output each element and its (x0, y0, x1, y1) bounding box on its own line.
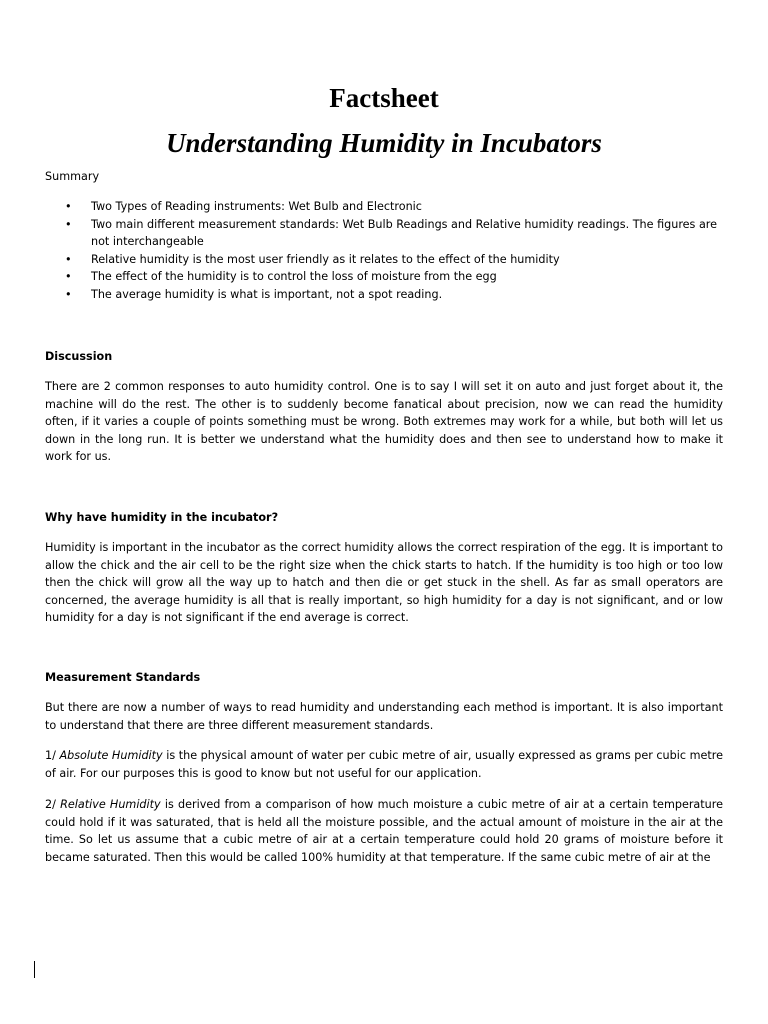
why-heading: Why have humidity in the incubator? (45, 511, 279, 524)
why-paragraph: Humidity is important in the incubator as the correct humidity allows the correct respiration of the egg. It is important to allow the chick and the air cell to be the right size when the chick starts to hatch. If the humidity is too high or too low then the chick will grow all the way up to hatch and then die or get stuck in the shell. As far as small operators are concerned, the average humidity is all that is really important, so high humidity for a day is not significant, and or low humidity for a day is not significant if the end average is correct. (45, 541, 723, 624)
discussion-heading: Discussion (45, 350, 113, 363)
summary-heading: Summary (45, 170, 100, 183)
summary-bullet: • Relative humidity is the most user friendly as it relates to the effect of the humidity (45, 251, 723, 269)
summary-bullet: • Two main different measurement standards: Wet Bulb Readings and Relative humidity readings. The figures are not interchangeable (45, 216, 723, 251)
term-absolute-humidity: Absolute Humidity (59, 749, 163, 762)
term-relative-humidity: Relative Humidity (60, 798, 161, 811)
text-cursor (34, 961, 35, 978)
item-number: 1/ (45, 749, 60, 762)
document-subtitle: Understanding Humidity in Incubators (166, 128, 602, 158)
summary-bullet: • Two Types of Reading instruments: Wet Bulb and Electronic (45, 198, 723, 216)
item-text: is derived from a comparison of how much moisture a cubic metre of air at a certain temperature could hold if it was saturated, that is held all the moisture possible, and the actual amount of moisture in the air at the time. So let us assume that a cubic metre of air at a certain temperature could hold 20 grams of moisture before it became saturated. Then this would be called 100% humidity at that temperature. If the same cubic metre of air at the (45, 798, 723, 864)
summary-bullet: • The average humidity is what is important, not a spot reading. (45, 286, 723, 304)
measurement-heading: Measurement Standards (45, 671, 201, 684)
measurement-item-relative (45, 796, 723, 866)
summary-bullet-list (45, 198, 723, 303)
measurement-item-absolute (45, 747, 723, 782)
item-text: is the physical amount of water per cubic metre of air, usually expressed as grams per cubic metre of air. For our purposes this is good to know but not useful for our application. (45, 749, 723, 780)
discussion-paragraph: There are 2 common responses to auto humidity control. One is to say I will set it on auto and just forget about it, the machine will do the rest. The other is to suddenly become fanatical about precision, now we can read the humidity often, if it varies a couple of points something must be wrong. Both extremes may work for a while, but both will let us down in the long run. It is better we understand what the humidity does and then see to understand how to make it work for us. (45, 380, 723, 463)
summary-bullet: • The effect of the humidity is to control the loss of moisture from the egg (45, 268, 723, 286)
measurement-intro: But there are now a number of ways to read humidity and understanding each method is important. It is also important to understand that there are three different measurement standards. (45, 701, 723, 732)
document-title: Factsheet (329, 83, 439, 113)
item-number: 2/ (45, 798, 61, 811)
